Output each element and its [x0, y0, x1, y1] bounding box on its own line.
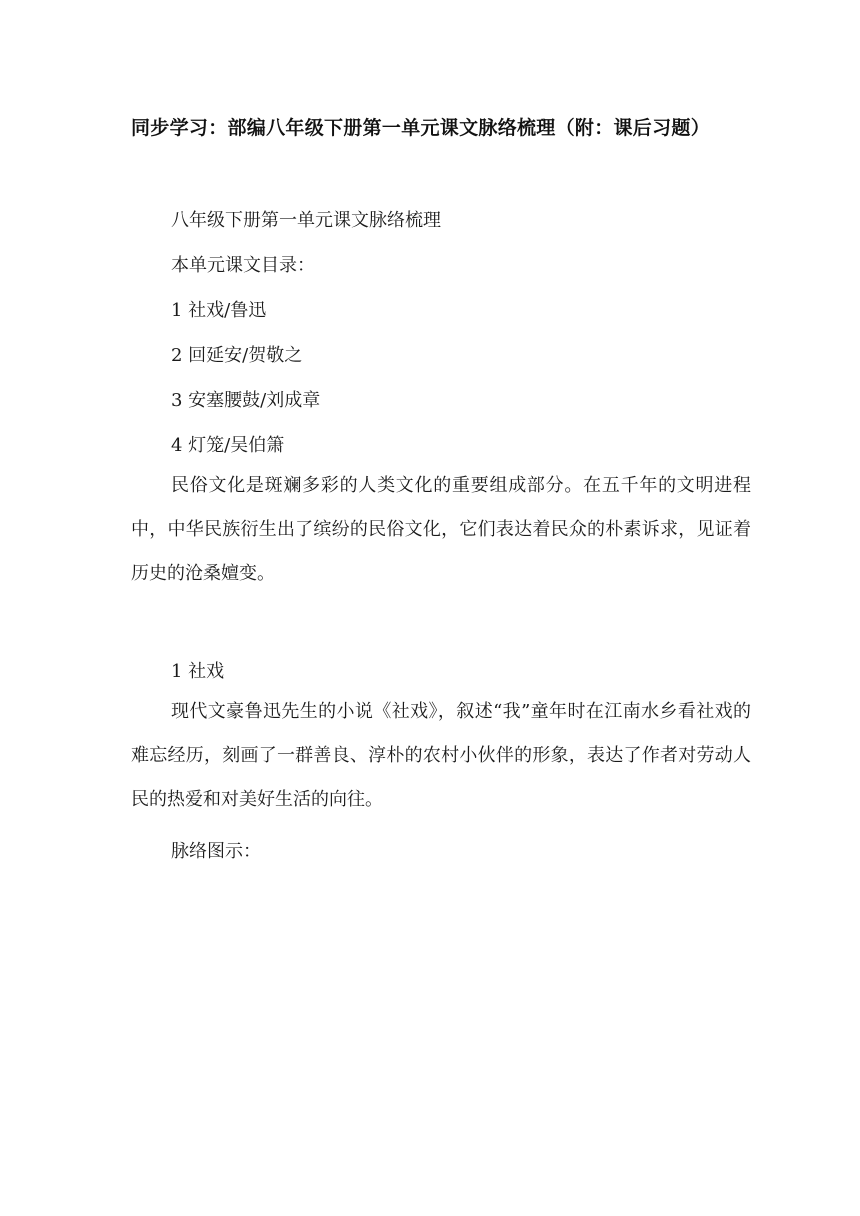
toc-item: 4 灯笼/吴伯箫 [171, 435, 285, 456]
diagram-label: 脉络图示： [171, 841, 261, 862]
toc-item: 2 回延安/贺敬之 [171, 345, 303, 366]
toc-item: 1 社戏/鲁迅 [171, 300, 267, 321]
toc-item: 3 安塞腰鼓/刘成章 [171, 390, 321, 411]
intro-paragraph: 民俗文化是斑斓多彩的人类文化的重要组成部分。在五千年的文明进程中，中华民族衍生出了缤纷的民俗文化，它们表达着民众的朴素诉求，见证着历史的沧桑嬗变。 [131, 475, 751, 584]
section1-title: 1 社戏 [171, 661, 225, 682]
section1-paragraph: 现代文豪鲁迅先生的小说《社戏》，叙述“我”童年时在江南水乡看社戏的难忘经历，刻画了一群善良、淳朴的农村小伙伴的形象，表达了作者对劳动人民的热爱和对美好生活的向往。 [131, 701, 751, 810]
section-heading: 八年级下册第一单元课文脉络梳理 [171, 210, 441, 231]
document-title: 同步学习：部编八年级下册第一单元课文脉络梳理（附：课后习题） [131, 117, 711, 139]
toc-label: 本单元课文目录： [171, 255, 315, 276]
